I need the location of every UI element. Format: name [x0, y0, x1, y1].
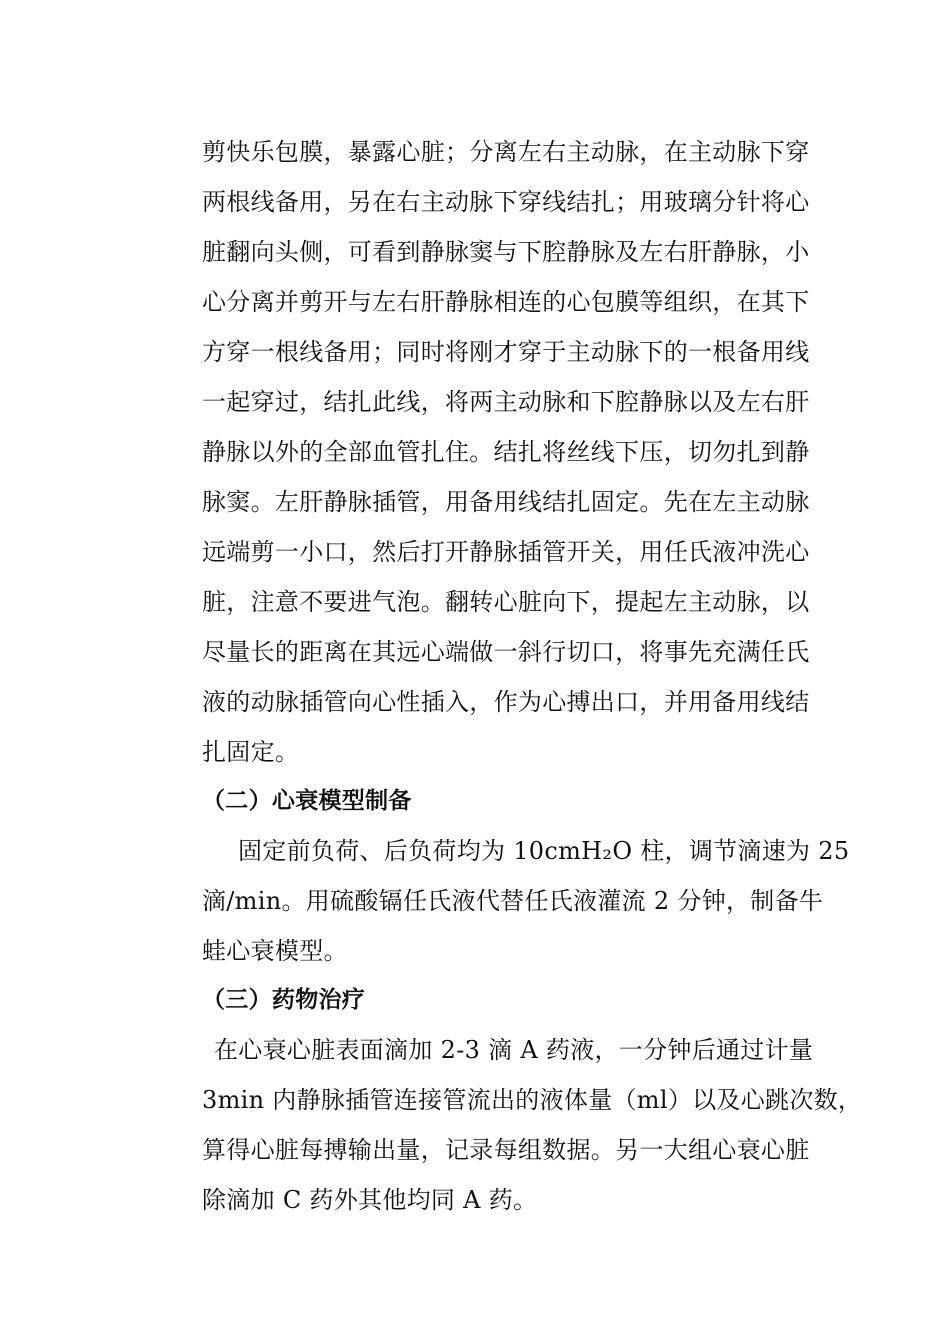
paragraph-line: 心分离并剪开与左右肝静脉相连的心包膜等组织，在其下: [202, 288, 810, 316]
paragraph-line: 脏翻向头侧，可看到静脉窦与下腔静脉及左右肝静脉，小: [202, 238, 810, 266]
paragraph-line: 脉窦。左肝静脉插管，用备用线结扎固定。先在左主动脉: [202, 488, 810, 516]
paragraph-line: 在心衰心脏表面滴加 2-3 滴 A 药液，一分钟后通过计量: [214, 1036, 814, 1064]
paragraph-line: 扎固定。: [202, 738, 300, 766]
paragraph-line: 一起穿过，结扎此线，将两主动脉和下腔静脉以及左右肝: [202, 388, 810, 416]
paragraph-line: 滴/min。用硫酸镉任氏液代替任氏液灌流 2 分钟，制备牛: [202, 887, 824, 915]
paragraph-line: 剪快乐包膜，暴露心脏；分离左右主动脉，在主动脉下穿: [202, 138, 810, 166]
paragraph-line: 3min 内静脉插管连接管流出的液体量（ml）以及心跳次数，: [202, 1086, 863, 1114]
paragraph-line: 方穿一根线备用；同时将刚才穿于主动脉下的一根备用线: [202, 338, 810, 366]
paragraph-line: 蛙心衰模型。: [202, 937, 348, 965]
paragraph-line: 除滴加 C 药外其他均同 A 药。: [202, 1186, 538, 1214]
section-heading: （二）心衰模型制备: [202, 788, 412, 814]
paragraph-line: 固定前负荷、后负荷均为 10cmH₂O 柱，调节滴速为 25: [238, 837, 850, 865]
paragraph-line: 两根线备用，另在右主动脉下穿线结扎；用玻璃分针将心: [202, 188, 810, 216]
paragraph-line: 尽量长的距离在其远心端做一斜行切口，将事先充满任氏: [202, 638, 810, 666]
paragraph-line: 算得心脏每搏输出量，记录每组数据。另一大组心衰心脏: [202, 1136, 810, 1164]
section-heading: （三）药物治疗: [202, 987, 366, 1013]
paragraph-line: 静脉以外的全部血管扎住。结扎将丝线下压，切勿扎到静: [202, 438, 810, 466]
paragraph-line: 远端剪一小口，然后打开静脉插管开关，用任氏液冲洗心: [202, 538, 810, 566]
paragraph-line: 脏，注意不要进气泡。翻转心脏向下，提起左主动脉，以: [202, 588, 810, 616]
paragraph-line: 液的动脉插管向心性插入，作为心搏出口，并用备用线结: [202, 688, 810, 716]
